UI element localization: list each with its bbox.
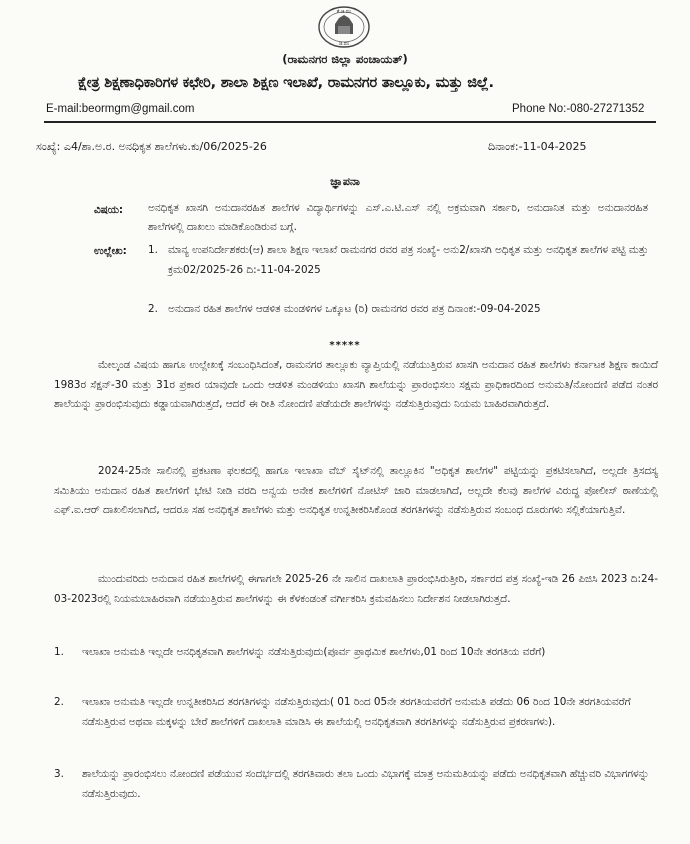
jurisdiction-line: (ರಾಮನಗರ ಜಿಲ್ಲಾ ಪಂಚಾಯತ್) (282, 52, 408, 66)
seal-top-text: ಕೆ.ಜಿ.ಪಂ (336, 9, 352, 15)
reference-number-2: 2. (148, 303, 158, 315)
body-paragraph-3: ಮುಂದುವರಿದು ಅನುದಾನ ರಹಿತ ಶಾಲೆಗಳಲ್ಲಿ ಈಗಾಗಲೇ 2025-26 ನೇ ಸಾಲಿನ ದಾಖಲಾತಿ ಪ್ರಾರಂಭಿಸಿರುತ್ತೀರಿ, ಸರ್ಕಾರದ ಪತ್ರ ಸಂಖ್ಯೆ-ಇಡಿ 26 ಪಿಜಿಸಿ 2023 ದಿ:24-03-2023ರಲ್ಲಿ ನಿಯಮಬಾಹಿರವಾಗಿ ನಡೆಯುತ್ತಿರುವ ಶಾಲೆಗಳನ್ನು ಈ ಕೆಳಕಂಡಂತೆ ವರ್ಗೀಕರಿಸಿ ಕ್ರಮವಹಿಸಲು ನಿರ್ದೇಶನ ನೀಡಲಾಗಿರುತ್ತದೆ. (54, 573, 658, 605)
office-title: ಕ್ಷೇತ್ರ ಶಿಕ್ಷಣಾಧಿಕಾರಿಗಳ ಕಛೇರಿ, ಶಾಲಾ ಶಿಕ್ಷಣ ಇಲಾಖೆ, ರಾಮನಗರ ತಾಲ್ಲೂಕು, ಮತ್ತು ಜಿಲ್ಲೆ. (78, 75, 494, 91)
list-item-1: ಇಲಾಖಾ ಅನುಮತಿ ಇಲ್ಲದೇ ಅನಧಿಕೃತವಾಗಿ ಶಾಲೆಗಳನ್ನು ನಡೆಸುತ್ತಿರುವುದು(ಪೂರ್ವ ಪ್ರಾಥಮಿಕ ಶಾಲೆಗಳು,01 ರಿಂದ 10ನೇ ತರಗತಿಯ ವರೆಗೆ) (82, 646, 546, 658)
government-seal-icon (316, 4, 372, 50)
reference-item-1: ಮಾನ್ಯ ಉಪನಿರ್ದೇಶಕರು(ಆ) ಶಾಲಾ ಶಿಕ್ಷಣ ಇಲಾಖೆ ರಾಮನಗರ ರವರ ಪತ್ರ ಸಂಖ್ಯೆ- ಅನು2/ಖಾಸಗಿ ಅಧಿಕೃತ ಮತ್ತು ಅನಧಿಕೃತ ಶಾಲೆಗಳ ಪಟ್ಟಿ ಮತ್ತು ಕ್ರಮ02/2025-26 ದಿ:-11-04-2025 (168, 244, 649, 276)
phone-number: Phone No:-080-27271352 (512, 103, 645, 115)
header-divider (44, 121, 656, 123)
list-item-3: ಶಾಲೆಯನ್ನು ಪ್ರಾರಂಭಿಸಲು ನೋಂದಣಿ ಪಡೆಯುವ ಸಂದರ್ಭದಲ್ಲಿ ತರಗತಿವಾರು ತಲಾ ಒಂದು ವಿಭಾಗಕ್ಕೆ ಮಾತ್ರ ಅನುಮತಿಯನ್ನು ಪಡೆದು ಅನಧಿಕೃತವಾಗಿ ಹೆಚ್ಚುವರಿ ವಿಭಾಗಗಳನ್ನು ನಡೆಸುತ್ತಿರುವುದು. (82, 768, 650, 800)
body-paragraph-2: 2024-25ನೇ ಸಾಲಿನಲ್ಲಿ ಪ್ರಕಟಣಾ ಫಲಕದಲ್ಲಿ ಹಾಗೂ ಇಲಾಖಾ ವೆಬ್ ಸೈಟ್‌ನಲ್ಲಿ ತಾಲ್ಲೂಕಿನ "ಅಧಿಕೃತ ಶಾಲೆಗಳ" ಪಟ್ಟಿಯನ್ನು ಪ್ರಕಟಿಸಲಾಗಿದೆ, ಅಲ್ಲದೇ ತ್ರಿಸದಸ್ಯ ಸಮಿತಿಯು ಅನುದಾನ ರಹಿತ ಶಾಲೆಗಳಿಗೆ ಭೇಟಿ ನೀಡಿ ವರದಿ ಅನ್ವಯ ಅನೇಕ ಶಾಲೆಗಳಿಗೆ ನೋಟಿಸ್ ಜಾರಿ ಮಾಡಲಾಗಿದೆ, ಅಲ್ಲದೇ ಕೆಲವು ಶಾಲೆಗಳ ವಿರುದ್ಧ ಪೋಲೀಸ್ ಠಾಣೆಯಲ್ಲಿ ಎಫ್.ಐ.ಆರ್ ದಾಖಲಿಸಲಾಗಿದೆ, ಆದರೂ ಸಹ ಅನಧಿಕೃತ ಶಾಲೆಗಳು ಮತ್ತು ಅನಧಿಕೃತ ಉನ್ನತೀಕರಿಸಿಕೊಂಡ ತರಗತಿಗಳನ್ನು ನಡೆಸುತ್ತಿರುವ ಸಂಬಂಧ ದೂರುಗಳು ಸಲ್ಲಿಕೆಯಾಗುತ್ತಿವೆ. (54, 465, 658, 516)
document-heading: ಜ್ಞಾಪನಾ (330, 175, 360, 188)
subject-label: ವಿಷಯ: (94, 204, 124, 216)
list-number-3: 3. (54, 768, 64, 780)
body-paragraph-1: ಮೇಲ್ಕಂಡ ವಿಷಯ ಹಾಗೂ ಉಲ್ಲೇಖಕ್ಕೆ ಸಂಬಂಧಿಸಿದಂತೆ, ರಾಮನಗರ ತಾಲ್ಲೂಕು ವ್ಯಾಪ್ತಿಯಲ್ಲಿ ನಡೆಯುತ್ತಿರುವ ಖಾಸಗಿ ಅನುದಾನ ರಹಿತ ಶಾಲೆಗಳು ಕರ್ನಾಟಕ ಶಿಕ್ಷಣ ಕಾಯಿದೆ 1983ರ ಸೆಕ್ಷನ್-30 ಮತ್ತು 31ರ ಪ್ರಕಾರ ಯಾವುದೇ ಒಂದು ಆಡಳಿತ ಮಂಡಳಿಯು ಖಾಸಗಿ ಶಾಲೆಯನ್ನು ಪ್ರಾರಂಭಿಸಲು ಸಕ್ಷಮ ಪ್ರಾಧಿಕಾರದಿಂದ ಅನುಮತಿ/ನೋಂದಣಿ ಪಡೆದ ನಂತರ ಶಾಲೆಯನ್ನು ಪ್ರಾರಂಭಿಸುವುದು ಕಡ್ಡಾಯವಾಗಿರುತ್ತದೆ, ಆದರೆ ಈ ರೀತಿ ನೋಂದಣಿ ಪಡೆಯದೇ ಶಾಲೆಗಳನ್ನು ನಡೆಸುತ್ತಿರುವುದು ನಿಯಮ ಬಾಹಿರವಾಗಿರುತ್ತದೆ. (54, 359, 658, 410)
reference-number: ಸಂಖ್ಯೆ: ಎ4/ಶಾ.ಅ.ರ. ಅನಧಿಕೃತ ಶಾಲೆಗಳು.ಕು/06/2025-26 (36, 140, 267, 153)
list-item-2: ಇಲಾಖಾ ಅನುಮತಿ ಇಲ್ಲದೇ ಉನ್ನತೀಕರಿಸಿದ ತರಗತಿಗಳನ್ನು ನಡೆಸುತ್ತಿರುವುದು( 01 ರಿಂದ 05ನೇ ತರಗತಿಯವರೆಗೆ ಅನುಮತಿ ಪಡೆದು 06 ರಿಂದ 10ನೇ ತರಗತಿಯವರೆಗೆ ನಡೆಸುತ್ತಿರುವ ಅಥವಾ ಮಕ್ಕಳನ್ನು ಬೇರೆ ಶಾಲೆಗಳಿಗೆ ದಾಖಲಾತಿ ಮಾಡಿಸಿ ಈ ಶಾಲೆಯಲ್ಲಿ ಅನಧಿಕೃತವಾಗಿ ತರಗತಿಗಳನ್ನು ನಡೆಸುತ್ತಿರುವ ಪ್ರಕರಣಗಳು). (82, 696, 631, 728)
subject-text: ಅನಧಿಕೃತ ಖಾಸಗಿ ಅನುದಾನರಹಿತ ಶಾಲೆಗಳ ವಿದ್ಯಾರ್ಥಿಗಳನ್ನು ಎಸ್.ಎ.ಟಿ.ಎಸ್ ನಲ್ಲಿ ಅಕ್ರಮವಾಗಿ ಸರ್ಕಾರಿ, ಅನುದಾನಿತ ಮತ್ತು ಅನುದಾನರಹಿತ ಶಾಲೆಗಳಲ್ಲಿ ದಾಖಲು ಮಾಡಿಕೊಂಡಿರುವ ಬಗ್ಗೆ. (148, 202, 648, 233)
list-number-2: 2. (54, 696, 64, 708)
memo-date: ದಿನಾಂಕ:-11-04-2025 (488, 140, 587, 153)
references-label: ಉಲ್ಲೇಖ: (94, 245, 127, 257)
reference-number-1: 1. (148, 244, 158, 256)
email-address: E-mail:beormgm@gmail.com (46, 103, 195, 115)
seal-bottom-text: ಜಿ.ಪಂ (338, 41, 350, 47)
reference-item-2: ಅನುದಾನ ರಹಿತ ಶಾಲೆಗಳ ಆಡಳಿತ ಮಂಡಳಿಗಳ ಒಕ್ಕೂಟ (ರಿ) ರಾಮನಗರ ರವರ ಪತ್ರ ದಿನಾಂಕ:-09-04-2025 (168, 303, 541, 315)
list-number-1: 1. (54, 646, 64, 658)
section-separator: ***** (329, 340, 361, 351)
